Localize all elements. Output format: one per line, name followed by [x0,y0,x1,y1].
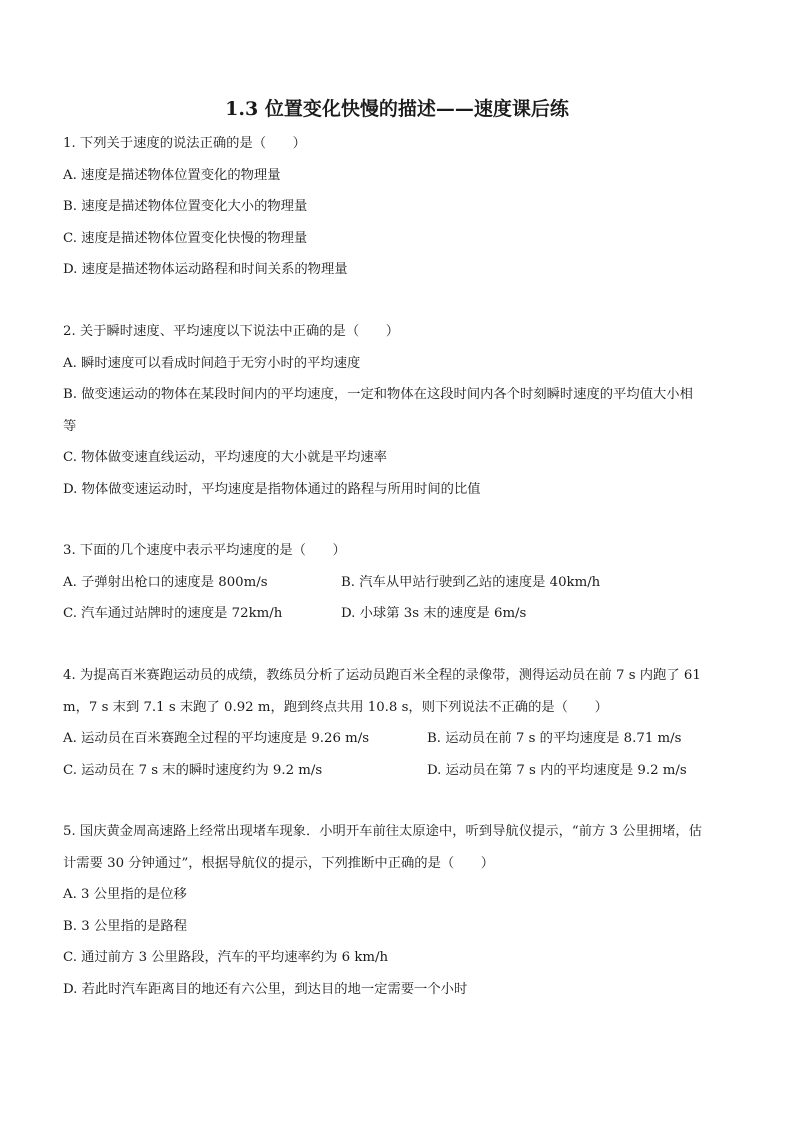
question-stem: 1. 下列关于速度的说法正确的是（ ） [63,136,306,151]
question-stem: 4. 为提高百米赛跑运动员的成绩，教练员分析了运动员跑百米全程的录像带，测得运动员在前 7 s 内跑了 61 [63,668,701,683]
option-c: C. 运动员在 7 s 末的瞬时速度约为 9.2 m/s [63,762,323,778]
question-stem: 2. 关于瞬时速度、平均速度以下说法中正确的是（ ） [63,324,400,339]
option-a: A. 速度是描述物体位置变化的物理量 [63,167,281,183]
option-b: B. 汽车从甲站行驶到乙站的速度是 40km/h [341,574,601,590]
option-a: A. 子弹射出枪口的速度是 800m/s [63,574,268,590]
option-b: B. 3 公里指的是路程 [63,918,187,934]
option-c: C. 速度是描述物体位置变化快慢的物理量 [63,230,308,246]
option-c: C. 物体做变速直线运动，平均速度的大小就是平均速率 [63,450,387,465]
option-a: A. 运动员在百米赛跑全过程的平均速度是 9.26 m/s [63,731,370,746]
option-b: B. 做变速运动的物体在某段时间内的平均速度，一定和物体在这段时间内各个时刻瞬时速度的平均值大小相 [63,387,693,402]
option-d: D. 若此时汽车距离目的地还有六公里，到达目的地一定需要一个小时 [63,981,468,997]
option-b: B. 运动员在前 7 s 的平均速度是 8.71 m/s [427,731,682,746]
question-stem: 5. 国庆黄金周高速路上经常出现堵车现象．小明开车前往太原途中，听到导航仪提示，“前方 3 公里拥堵，估 [63,824,702,839]
option-a: A. 3 公里指的是位移 [63,887,187,902]
question-stem: 3. 下面的几个速度中表示平均速度的是（ ） [63,543,346,558]
question-1 [63,128,733,286]
question-3 [63,535,733,630]
option-c: C. 通过前方 3 公里路段，汽车的平均速率约为 6 km/h [63,950,389,965]
option-d: D. 速度是描述物体运动路程和时间关系的物理量 [63,262,348,277]
option-d: D. 物体做变速运动时，平均速度是指物体通过的路程与所用时间的比值 [63,481,481,497]
options-row [63,598,733,630]
question-stem-continued: 计需要 30 分钟通过”，根据导航仪的提示，下列推断中正确的是（ ） [63,855,495,871]
option-a: A. 瞬时速度可以看成时间趋于无穷小时的平均速度 [63,355,361,371]
option-d: D. 运动员在第 7 s 内的平均速度是 9.2 m/s [427,762,687,778]
option-b: B. 速度是描述物体位置变化大小的物理量 [63,199,308,214]
option-d: D. 小球第 3s 末的速度是 6m/s [341,606,527,621]
question-5 [63,816,733,1005]
option-b-continued: 等 [63,418,77,434]
options-row [63,723,733,755]
question-stem-continued: m，7 s 末到 7.1 s 末跑了 0.92 m，跑到终点共用 10.8 s，则下列说法不正确的是（ ） [63,699,608,715]
question-4 [63,660,733,786]
page-title: 1.3 位置变化快慢的描述——速度课后练 [225,98,569,120]
option-c: C. 汽车通过站牌时的速度是 72km/h [63,606,283,621]
options-row [63,755,733,787]
question-2 [63,316,733,505]
options-row [63,567,733,599]
